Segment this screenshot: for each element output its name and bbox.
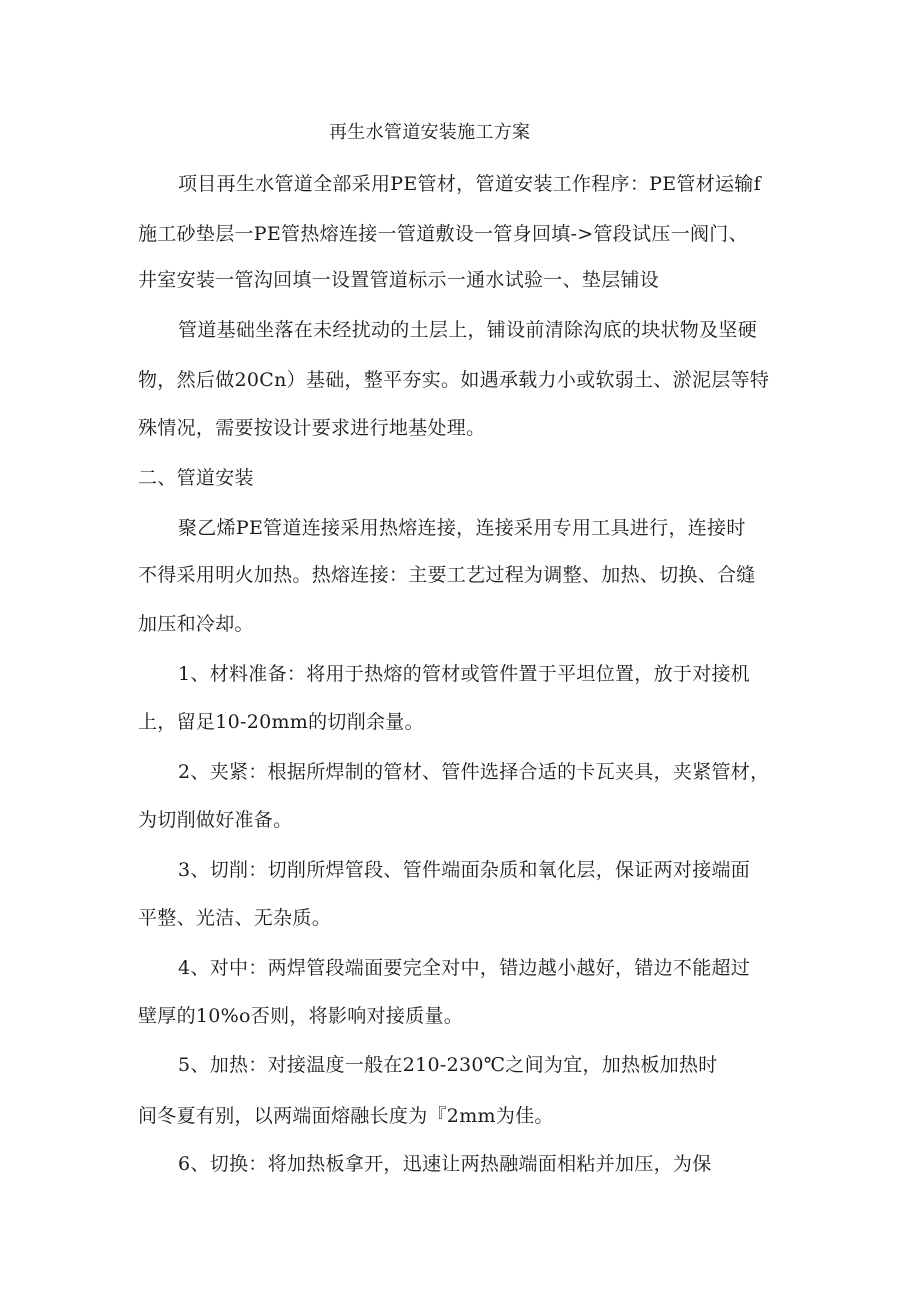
paragraph-line: 5、加热：对接温度一般在210-230℃之间为宜，加热板加热时	[178, 1054, 718, 1076]
paragraph-line: 2、夹紧：根据所焊制的管材、管件选择合适的卡瓦夹具，夹紧管材，	[178, 761, 770, 783]
paragraph-line: 4、对中：两焊管段端面要完全对中，错边越小越好，错边不能超过	[178, 957, 751, 979]
paragraph-line: 物，然后做20Cn）基础，整平夯实。如遇承载力小或软弱土、淤泥层等特	[138, 369, 770, 391]
paragraph-line: 6、切换：将加热板拿开，迅速让两热融端面相粘并加压，为保	[178, 1153, 712, 1175]
paragraph-line: 聚乙烯PE管道连接采用热熔连接，连接采用专用工具进行，连接时	[178, 517, 746, 539]
paragraph-line: 间冬夏有别，以两端面熔融长度为『2mm为佳。	[138, 1105, 554, 1127]
paragraph-line: 平整、光洁、无杂质。	[138, 907, 332, 929]
paragraph-line: 井室安装一管沟回填一设置管道标示一通水试验一、垫层铺设	[138, 269, 660, 291]
paragraph-line: 管道基础坐落在未经扰动的土层上，铺设前清除沟底的块状物及坚硬	[178, 319, 758, 341]
paragraph-line: 殊情况，需要按设计要求进行地基处理。	[138, 417, 486, 439]
paragraph-line: 3、切削：切削所焊管段、管件端面杂质和氧化层，保证两对接端面	[178, 859, 751, 881]
document-title: 再生水管道安装施工方案	[329, 122, 531, 143]
paragraph-line: 1、材料准备：将用于热熔的管材或管件置于平坦位置，放于对接机	[178, 663, 751, 685]
paragraph-line: 上，留足10-20mm的切削余量。	[138, 711, 424, 733]
paragraph-line: 壁厚的10%o否则，将影响对接质量。	[138, 1005, 464, 1027]
paragraph-line: 不得采用明火加热。热熔连接：主要工艺过程为调整、加热、切换、合缝	[138, 564, 756, 586]
section-heading: 二、管道安装	[138, 467, 254, 489]
paragraph-line: 加压和冷却。	[138, 613, 254, 635]
paragraph-line: 施工砂垫层一PE管热熔连接一管道敷设一管身回填->管段试压一阀门、	[138, 223, 748, 245]
paragraph-line: 为切削做好准备。	[138, 809, 293, 831]
paragraph-line: 项目再生水管道全部采用PE管材，管道安装工作程序：PE管材运输f	[178, 173, 761, 195]
